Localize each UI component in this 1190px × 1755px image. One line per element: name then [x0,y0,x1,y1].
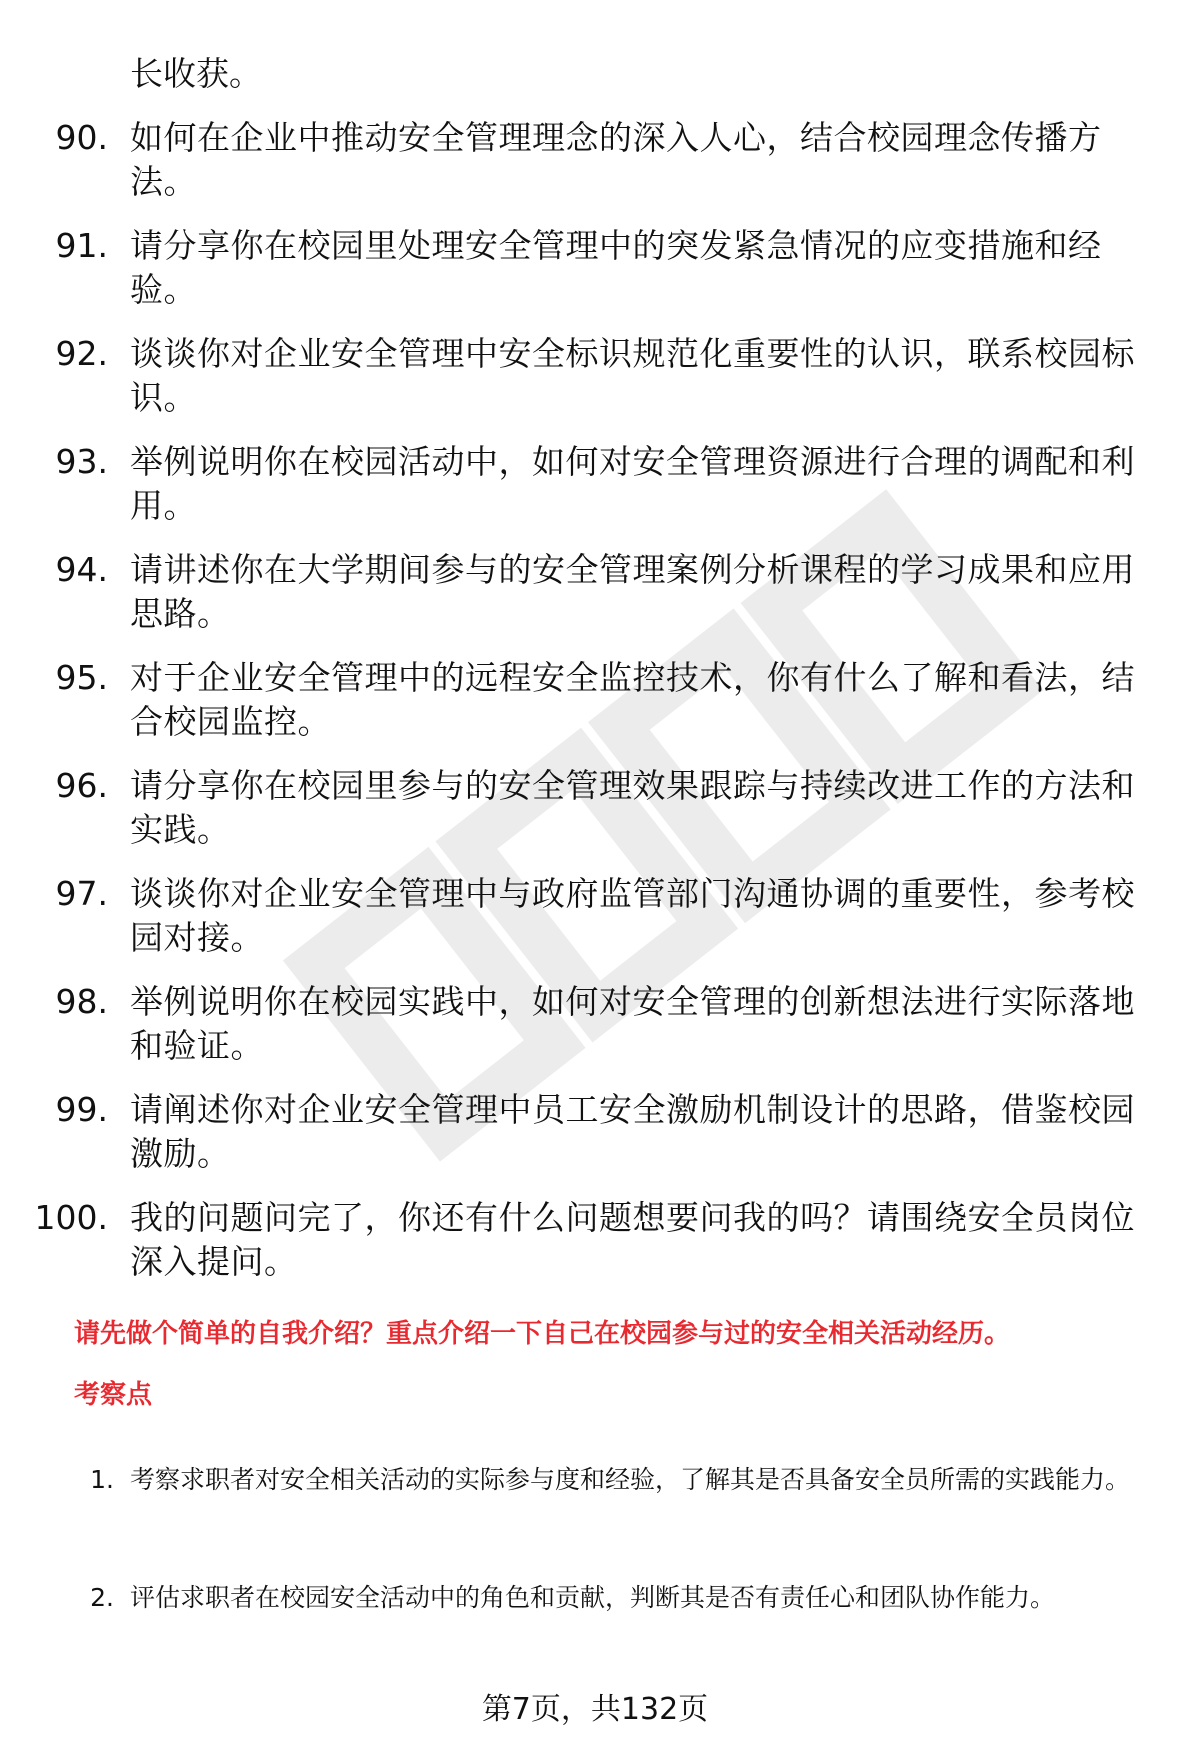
assessment-point [0,1568,1190,1686]
question-text: 谈谈你对企业安全管理中与政府监管部门沟通协调的重要性，参考校园对接。 [130,874,1135,957]
question-item [0,980,1190,1088]
section-label: 考察点 [74,1380,153,1410]
question-number: 91. [55,226,108,265]
question-text: 如何在企业中推动安全管理理念的深入人心，结合校园理念传播方法。 [130,118,1102,201]
question-number: 90. [55,118,108,157]
question-number: 94. [55,550,108,589]
question-item [0,1196,1190,1304]
question-item [0,332,1190,440]
question-number: 97. [55,874,108,913]
continuation-text: 长收获。 [130,54,262,93]
question-item [0,116,1190,224]
point-text: 考察求职者对安全相关活动的实际参与度和经验，了解其是否具备安全员所需的实践能力。 [130,1465,1131,1494]
point-number: 1. [90,1465,114,1494]
question-text: 请阐述你对企业安全管理中员工安全激励机制设计的思路，借鉴校园激励。 [130,1090,1135,1173]
question-item [0,548,1190,656]
question-number: 99. [55,1090,108,1129]
question-text: 请讲述你在大学期间参与的安全管理案例分析课程的学习成果和应用思路。 [130,550,1135,633]
question-text: 我的问题问完了，你还有什么问题想要问我的吗？请围绕安全员岗位深入提问。 [130,1198,1135,1281]
question-item [0,656,1190,764]
assessment-point [0,1450,1190,1568]
point-text: 评估求职者在校园安全活动中的角色和贡献，判断其是否有责任心和团队协作能力。 [130,1583,1056,1612]
question-text: 请分享你在校园里参与的安全管理效果跟踪与持续改进工作的方法和实践。 [130,766,1135,849]
question-item [0,440,1190,548]
question-text: 举例说明你在校园实践中，如何对安全管理的创新想法进行实际落地和验证。 [130,982,1135,1065]
question-item [0,224,1190,332]
point-number: 2. [90,1583,114,1612]
question-number: 95. [55,658,108,697]
question-text: 请分享你在校园里处理安全管理中的突发紧急情况的应变措施和经验。 [130,226,1102,309]
section-question-title: 请先做个简单的自我介绍？重点介绍一下自己在校园参与过的安全相关活动经历。 [74,1319,1011,1349]
question-item [0,764,1190,872]
question-item [0,872,1190,980]
question-number: 96. [55,766,108,805]
question-text: 对于企业安全管理中的远程安全监控技术，你有什么了解和看法，结合校园监控。 [130,658,1135,741]
question-text: 举例说明你在校园活动中，如何对安全管理资源进行合理的调配和利用。 [130,442,1135,525]
assessment-point-list [0,1450,1190,1686]
question-number: 92. [55,334,108,373]
question-text: 谈谈你对企业安全管理中安全标识规范化重要性的认识，联系校园标识。 [130,334,1135,417]
question-number: 100. [34,1198,108,1237]
question-number: 93. [55,442,108,481]
question-item [0,1088,1190,1196]
question-list [0,116,1190,1304]
page-footer: 第7页，共132页 [481,1692,709,1727]
question-number: 98. [55,982,108,1021]
